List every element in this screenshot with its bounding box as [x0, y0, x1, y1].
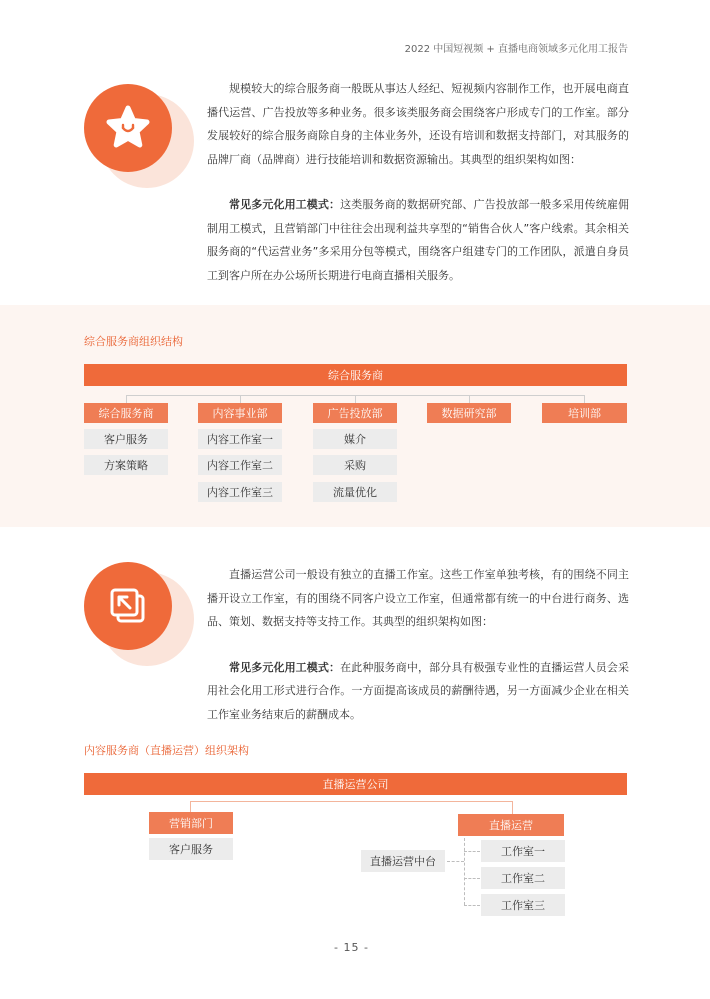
chart1-root: 综合服务商: [84, 364, 627, 386]
chart2-middle-platform: 直播运营中台: [361, 850, 445, 872]
chart2-studio-box: 工作室三: [481, 894, 565, 916]
chart1-sub-box: 内容工作室一: [198, 429, 282, 449]
page-number: - 15 -: [334, 941, 369, 954]
chart1-dept-box: 培训部: [542, 403, 627, 423]
chart1-sub-box: 采购: [313, 455, 397, 475]
chart1-sub-box: 内容工作室二: [198, 455, 282, 475]
chart2-title: 内容服务商（直播运营）组织架构: [84, 744, 249, 757]
section2-paragraph: 直播运营公司一般设有独立的直播工作室。这些工作室单独考核，有的围绕不同主播开设立工作室，有的围绕不同客户设立工作室，但通常都有统一的中台进行商务、选品、策划、数据支持等支持工作。其典型的组织架构如图：: [207, 568, 629, 628]
section1-mode-text: 这类服务商的数据研究部、广告投放部一般多采用传统雇佣制用工模式，且营销部门中往往会出现利益共享型的“销售合伙人”客户线索。其余相关服务商的“代运营业务”多采用分包等模式，围绕客户组建专门的工作团队，派遣自身员工到客户所在办公场所长期进行电商直播相关服务。: [207, 198, 630, 282]
section2-mode-label: 常见多元化用工模式：: [229, 660, 341, 674]
section2-mode-text: 在此种服务商中，部分具有极强专业性的直播运营人员会采用社会化用工形式进行合作。一方面提高该成员的薪酬待遇，另一方面减少企业在相关工作室业务结束后的薪酬成本。: [207, 660, 630, 721]
section2-text: [207, 563, 629, 726]
chart1-title: 综合服务商组织结构: [84, 335, 183, 348]
chart2-root: 直播运营公司: [84, 773, 627, 795]
chart2-liveops-dept: 直播运营: [458, 814, 564, 836]
chart2-studio-box: 工作室一: [481, 840, 565, 862]
chart1-sub-box: 方案策略: [84, 455, 168, 475]
chart2-connector: [190, 801, 513, 802]
star-smile-icon: [84, 84, 172, 172]
chart1-dept-box: 广告投放部: [313, 403, 397, 423]
chart1-sub-box: 客户服务: [84, 429, 168, 449]
section1-paragraph: 规模较大的综合服务商一般既从事达人经纪、短视频内容制作工作，也开展电商直播代运营、广告投放等多种业务。很多该类服务商会围绕客户形成专门的工作室。部分发展较好的综合服务商除自身的主体业务外，还设有培训和数据支持部门，对其服务的品牌厂商（品牌商）进行技能培训和数据资源输出。其典型的组织架构如图：: [207, 82, 629, 166]
chart2-dashed-connector: [464, 838, 465, 905]
chart1-sub-box: 流量优化: [313, 482, 397, 502]
chart2-studio-box: 工作室二: [481, 867, 565, 889]
chart1-dept-box: 综合服务商: [84, 403, 168, 423]
chart1-sub-box: 媒介: [313, 429, 397, 449]
chart2-marketing-dept: 营销部门: [149, 812, 233, 834]
chart2-marketing-sub: 客户服务: [149, 838, 233, 860]
section1-mode-label: 常见多元化用工模式：: [229, 198, 341, 211]
chart1-dept-box: 数据研究部: [427, 403, 511, 423]
report-header: 2022 中国短视频 + 直播电商领域多元化用工报告: [404, 44, 628, 55]
section2-icon-block: [84, 562, 188, 666]
chart1-dept-box: 内容事业部: [198, 403, 282, 423]
arrow-up-left-icon: [84, 562, 172, 650]
chart1-sub-box: 内容工作室三: [198, 482, 282, 502]
section1-icon-block: [84, 84, 188, 188]
section1-text: [207, 77, 629, 287]
